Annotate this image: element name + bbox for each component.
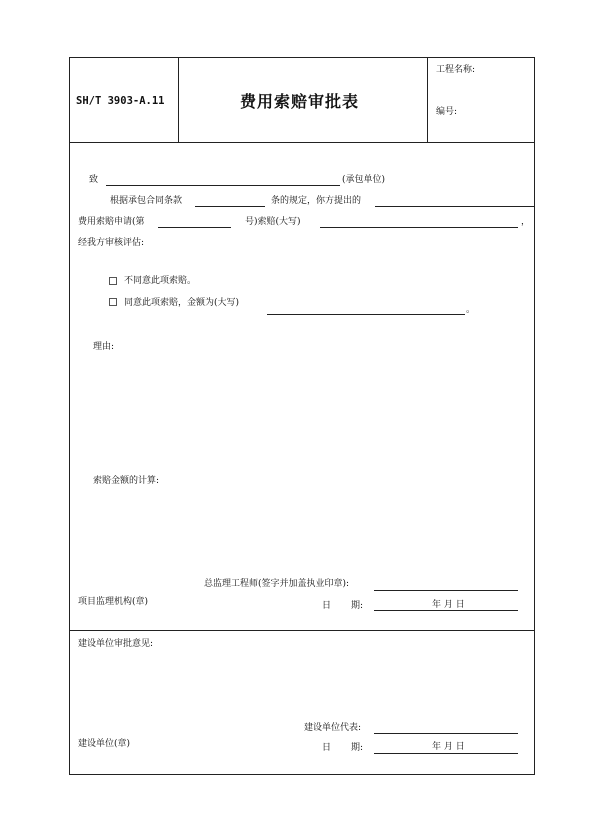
owner-section-divider — [70, 630, 534, 631]
option1-label: 不同意此项索赔。 — [124, 276, 197, 286]
line2-middle: 条的规定，你方提出的 — [271, 196, 362, 206]
approved-amount-field[interactable] — [267, 314, 465, 315]
to-label: 致 — [89, 175, 99, 185]
option2-label: 同意此项索赔，金额为(大写) — [124, 298, 240, 308]
date-label-2b: 期: — [351, 743, 364, 753]
owner-date-units: 年 月 日 — [432, 742, 465, 752]
claim-ref-field[interactable] — [375, 206, 535, 207]
calc-label: 索赔金额的计算: — [93, 476, 160, 486]
chief-engineer-signature-field[interactable] — [374, 590, 518, 591]
approval-form — [69, 57, 535, 775]
header-vline-left — [178, 58, 179, 142]
line2-prefix: 根据承包合同条款 — [110, 196, 183, 206]
owner-date-field[interactable] — [374, 753, 518, 754]
supervision-date-units: 年 月 日 — [432, 600, 465, 610]
owner-opinion-label: 建设单位审批意见: — [78, 639, 154, 649]
number-label: 编号: — [436, 107, 458, 117]
owner-rep-label: 建设单位代表: — [304, 723, 362, 733]
supervision-org-label: 项目监理机构(章) — [78, 597, 149, 607]
form-code: SH/T 3903-A.11 — [76, 95, 165, 107]
reason-label: 理由: — [93, 342, 115, 352]
date-label-1b: 期: — [351, 601, 364, 611]
option1-checkbox[interactable] — [109, 277, 117, 285]
option2-checkbox[interactable] — [109, 298, 117, 306]
clause-field[interactable] — [195, 206, 265, 207]
date-label-1a: 日 — [322, 601, 332, 611]
chief-engineer-label: 总监理工程师(签字并加盖执业印章): — [204, 579, 350, 589]
date-label-2a: 日 — [322, 743, 332, 753]
line3-end: ， — [521, 217, 531, 227]
header-divider — [70, 142, 534, 143]
contractor-suffix: (承包单位) — [342, 175, 386, 185]
line3-prefix: 费用索赔申请(第 — [78, 217, 145, 227]
owner-rep-signature-field[interactable] — [374, 733, 518, 734]
claim-amount-upper-field[interactable] — [320, 227, 518, 228]
contractor-field[interactable] — [106, 185, 340, 186]
header-vline-right — [427, 58, 428, 142]
project-name-label: 工程名称: — [436, 65, 476, 75]
line3-middle: 号)索赔(大写) — [245, 217, 301, 227]
owner-seal-label: 建设单位(章) — [78, 739, 131, 749]
application-number-field[interactable] — [158, 227, 231, 228]
line4: 经我方审核评估: — [78, 238, 145, 248]
form-title: 费用索赔审批表 — [240, 92, 360, 111]
option2-end: 。 — [466, 305, 476, 315]
